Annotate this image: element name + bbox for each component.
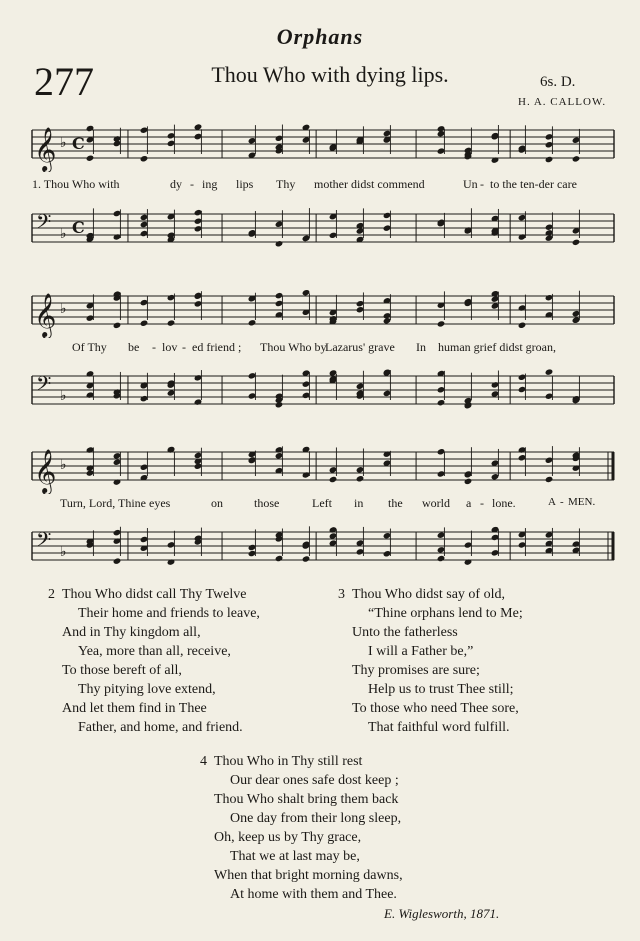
verse-line: Thou Who shalt bring them back bbox=[214, 792, 399, 807]
lyric-syllable: Lazarus' grave bbox=[325, 340, 395, 354]
svg-text:𝄞: 𝄞 bbox=[34, 449, 57, 493]
svg-text:♭: ♭ bbox=[60, 388, 67, 404]
lyric-syllable: those bbox=[254, 496, 280, 510]
hymn-number: 277 bbox=[34, 59, 94, 104]
bass-staff-2 bbox=[28, 362, 616, 418]
lyric-syllable: - bbox=[480, 496, 484, 510]
lyric-syllable: lov bbox=[162, 340, 178, 354]
treble-staff-2 bbox=[28, 282, 616, 338]
attribution bbox=[384, 906, 499, 922]
lyric-syllable: lone. bbox=[492, 496, 516, 510]
svg-text:𝄞: 𝄞 bbox=[34, 293, 57, 337]
lyric-syllable: Left bbox=[312, 496, 332, 510]
lyrics-line-3 bbox=[28, 496, 616, 512]
bass-staff-1 bbox=[28, 200, 616, 256]
verse-line: Their home and friends to leave, bbox=[78, 606, 260, 621]
verse-line: Thou Who in Thy still rest bbox=[214, 754, 363, 769]
svg-text:♭: ♭ bbox=[60, 544, 67, 560]
verse-line: Oh, keep us by Thy grace, bbox=[214, 830, 362, 845]
hymn-meter: 6s. D. bbox=[540, 74, 576, 90]
lyric-syllable: In bbox=[416, 340, 426, 354]
lyric-syllable: Of Thy bbox=[72, 340, 107, 354]
verse-line: I will a Father be,” bbox=[368, 644, 474, 659]
verse-line: “Thine orphans lend to Me; bbox=[368, 606, 523, 621]
svg-text:C: C bbox=[72, 134, 85, 153]
lyric-syllable: Thou Who by bbox=[260, 340, 327, 354]
lyric-syllable: Thy bbox=[276, 177, 296, 191]
lyric-syllable: on bbox=[211, 496, 223, 510]
svg-text:C: C bbox=[72, 218, 85, 237]
lyric-syllable: 1. Thou Who with bbox=[32, 177, 120, 191]
svg-text:𝄢: 𝄢 bbox=[36, 372, 52, 400]
author-name: E. Wiglesworth, bbox=[384, 906, 467, 921]
verse-line: Thou Who didst call Thy Twelve bbox=[62, 587, 247, 602]
lyrics-line-1 bbox=[28, 177, 616, 193]
verse-number: 4 bbox=[200, 754, 207, 769]
lyric-syllable: the bbox=[388, 496, 403, 510]
svg-text:♭: ♭ bbox=[60, 226, 67, 242]
lyric-syllable: Un bbox=[463, 177, 478, 191]
lyric-syllable: - bbox=[152, 340, 156, 354]
verse-line: That faithful word fulfill. bbox=[368, 720, 510, 735]
composer: H. A. CALLOW. bbox=[518, 96, 607, 108]
verse-line: To those who need Thee sore, bbox=[352, 701, 519, 716]
music-system-3-bass bbox=[28, 518, 616, 574]
svg-text:𝄢: 𝄢 bbox=[36, 210, 52, 238]
verse-line: And in Thy kingdom all, bbox=[62, 625, 201, 640]
music-system-1-bass bbox=[28, 200, 616, 256]
author-year: 1871. bbox=[469, 906, 500, 921]
music-system-1 bbox=[28, 116, 616, 172]
verse-line: Help us to trust Thee still; bbox=[368, 682, 514, 697]
svg-text:𝄞: 𝄞 bbox=[34, 127, 57, 171]
lyric-syllable: - bbox=[480, 177, 484, 191]
verse-line: That we at last may be, bbox=[230, 849, 360, 864]
verse-line: Yea, more than all, receive, bbox=[78, 644, 231, 659]
lyric-syllable: world bbox=[422, 496, 450, 510]
treble-staff-3 bbox=[28, 438, 616, 494]
verse-3 bbox=[338, 585, 523, 737]
lyric-syllable: dy bbox=[170, 177, 182, 191]
verse-line: Father, and home, and friend. bbox=[78, 720, 243, 735]
verse-number: 3 bbox=[338, 587, 345, 602]
verse-4 bbox=[200, 752, 403, 904]
verse-line: And let them find in Thee bbox=[62, 701, 207, 716]
bass-staff-3 bbox=[28, 518, 616, 574]
lyric-syllable: MEN. bbox=[568, 496, 596, 508]
lyric-syllable: A bbox=[548, 496, 556, 508]
lyric-syllable: - bbox=[190, 177, 194, 191]
svg-text:♭: ♭ bbox=[60, 135, 67, 151]
svg-text:♭: ♭ bbox=[60, 457, 67, 473]
lyric-syllable: ing bbox=[202, 177, 218, 191]
verse-line: Thou Who didst say of old, bbox=[352, 587, 505, 602]
verse-line: Unto the fatherless bbox=[352, 625, 458, 640]
verse-line: When that bright morning dawns, bbox=[214, 868, 403, 883]
music-system-2-bass bbox=[28, 362, 616, 418]
music-system-2 bbox=[28, 282, 616, 338]
verse-line: One day from their long sleep, bbox=[230, 811, 402, 826]
lyric-syllable: ed friend ; bbox=[192, 340, 242, 354]
verse-2 bbox=[48, 585, 260, 737]
svg-text:𝄢: 𝄢 bbox=[36, 528, 52, 556]
verse-line: Our dear ones safe dost keep ; bbox=[230, 773, 399, 788]
treble-staff-1 bbox=[28, 116, 616, 172]
lyric-syllable: to the ten-der care bbox=[490, 177, 577, 191]
lyric-syllable: mother didst commend bbox=[314, 177, 425, 191]
lyric-syllable: human grief didst groan, bbox=[438, 340, 556, 354]
music-system-3 bbox=[28, 438, 616, 494]
lyric-syllable: - bbox=[182, 340, 186, 354]
verse-line: Thy pitying love extend, bbox=[78, 682, 216, 697]
verse-number: 2 bbox=[48, 587, 55, 602]
lyric-syllable: in bbox=[354, 496, 364, 510]
lyrics-line-2 bbox=[28, 340, 616, 356]
svg-text:♭: ♭ bbox=[60, 301, 67, 317]
lyric-syllable: be bbox=[128, 340, 140, 354]
verse-line: Thy promises are sure; bbox=[352, 663, 480, 678]
section-heading: Orphans bbox=[276, 24, 364, 49]
hymn-title: Thou Who with dying lips. bbox=[211, 62, 449, 87]
verse-line: To those bereft of all, bbox=[62, 663, 182, 678]
verse-line: At home with them and Thee. bbox=[230, 887, 397, 902]
lyric-syllable: lips bbox=[236, 177, 254, 191]
lyric-syllable: - bbox=[560, 496, 564, 508]
lyric-syllable: Turn, Lord, Thine eyes bbox=[60, 496, 171, 510]
lyric-syllable: a bbox=[466, 496, 472, 510]
